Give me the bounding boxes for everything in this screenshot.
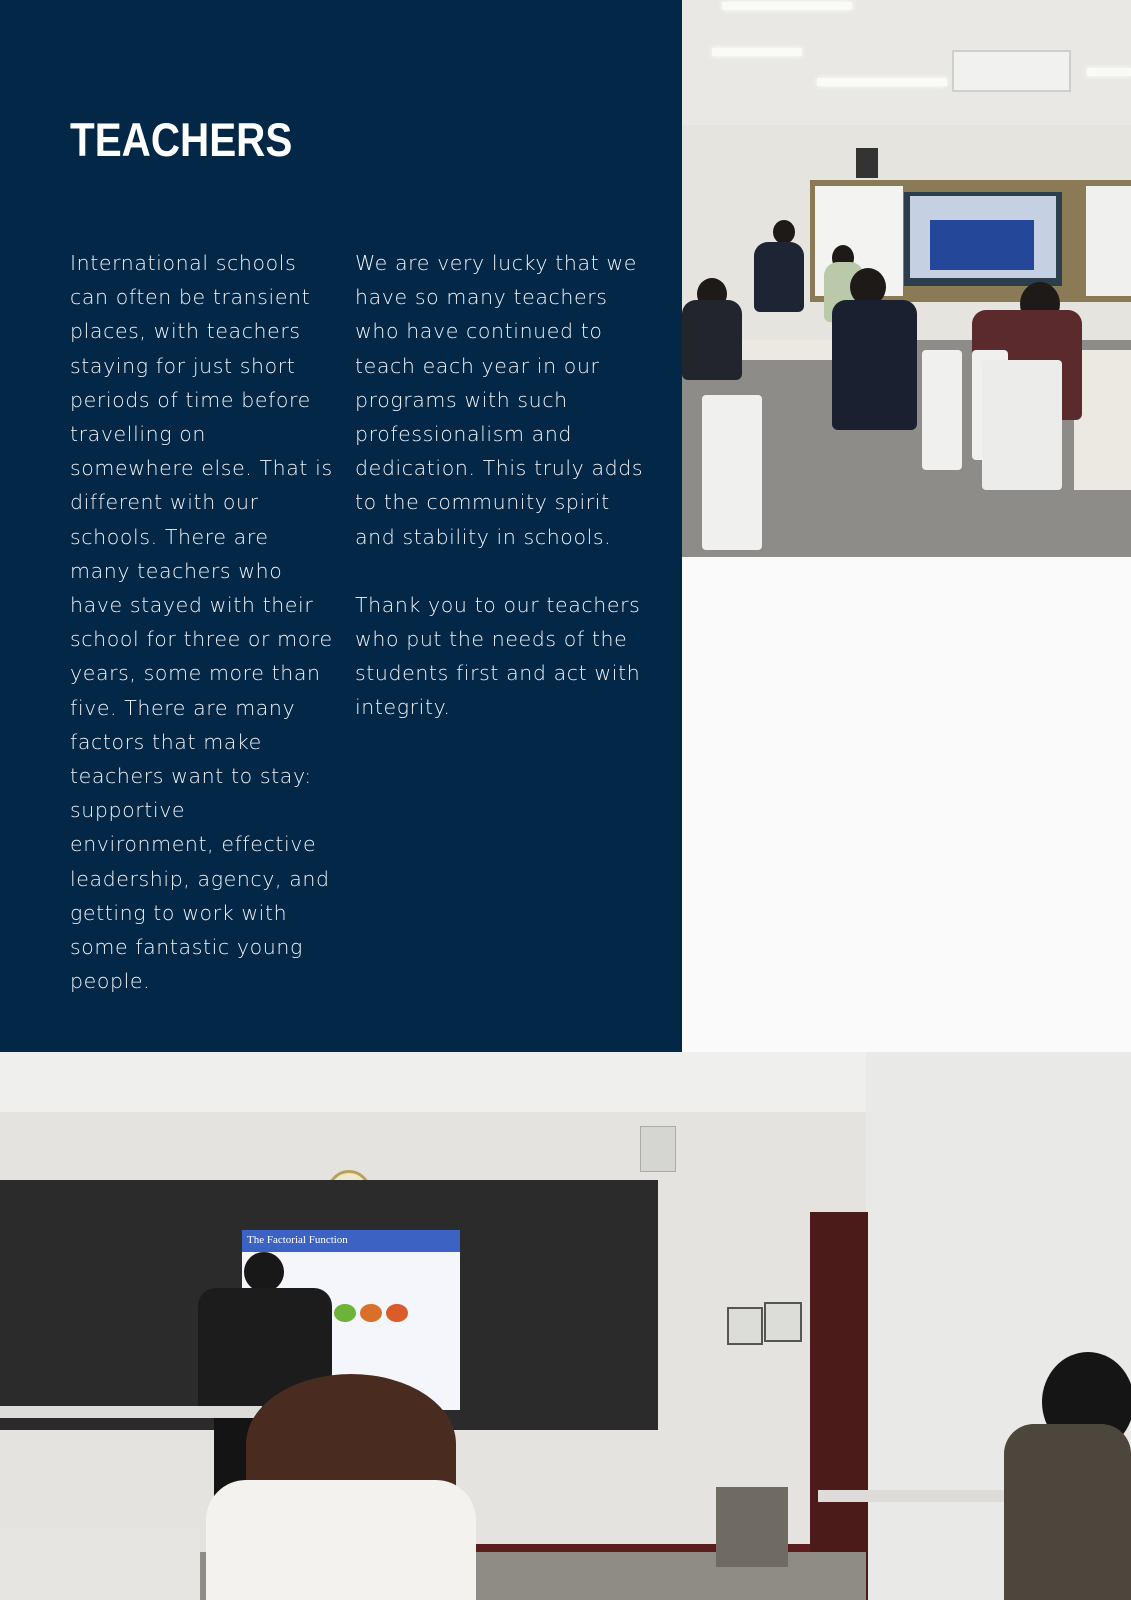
door (810, 1212, 868, 1600)
air-conditioner (952, 50, 1071, 92)
teacher-head (773, 220, 795, 244)
classroom-photo-whiteboard (682, 0, 1131, 557)
slide-title: The Factorial Function (247, 1234, 348, 1246)
student (682, 300, 742, 380)
intro-column-left (70, 246, 335, 998)
intro-paragraph: International schools can often be transient places, with teachers staying for just short periods of time before travelling on somewhere else. That is different with our schools. There are many teachers who have stayed with their school for three or more years, some more than five. There are many factors that make teachers want to stay: supportive environment, effective leadership, agency, and getting to work with some fantastic young people. (70, 251, 333, 994)
teacher (754, 242, 804, 312)
speaker (640, 1126, 676, 1172)
fruit-icon (386, 1304, 408, 1322)
student (1004, 1424, 1131, 1600)
intro-column-right (355, 246, 645, 725)
speaker (856, 148, 878, 178)
classroom-photo-factorial (0, 1052, 1131, 1600)
gratitude-paragraph-1: We are very lucky that we have so many teachers who have continued to teach each year in our programs with such professionalism and dedication. This truly adds to the community spirit and stability in schools. (355, 251, 644, 549)
teacher-head (244, 1252, 284, 1292)
fruit-icon (360, 1304, 382, 1322)
student (832, 300, 917, 430)
gratitude-paragraph-2: Thank you to our teachers who put the needs of the students first and act with integrity. (355, 592, 641, 720)
trash-bin (716, 1487, 788, 1567)
student (206, 1480, 476, 1600)
page-title: TEACHERS (70, 113, 293, 166)
fruit-icon (334, 1304, 356, 1322)
